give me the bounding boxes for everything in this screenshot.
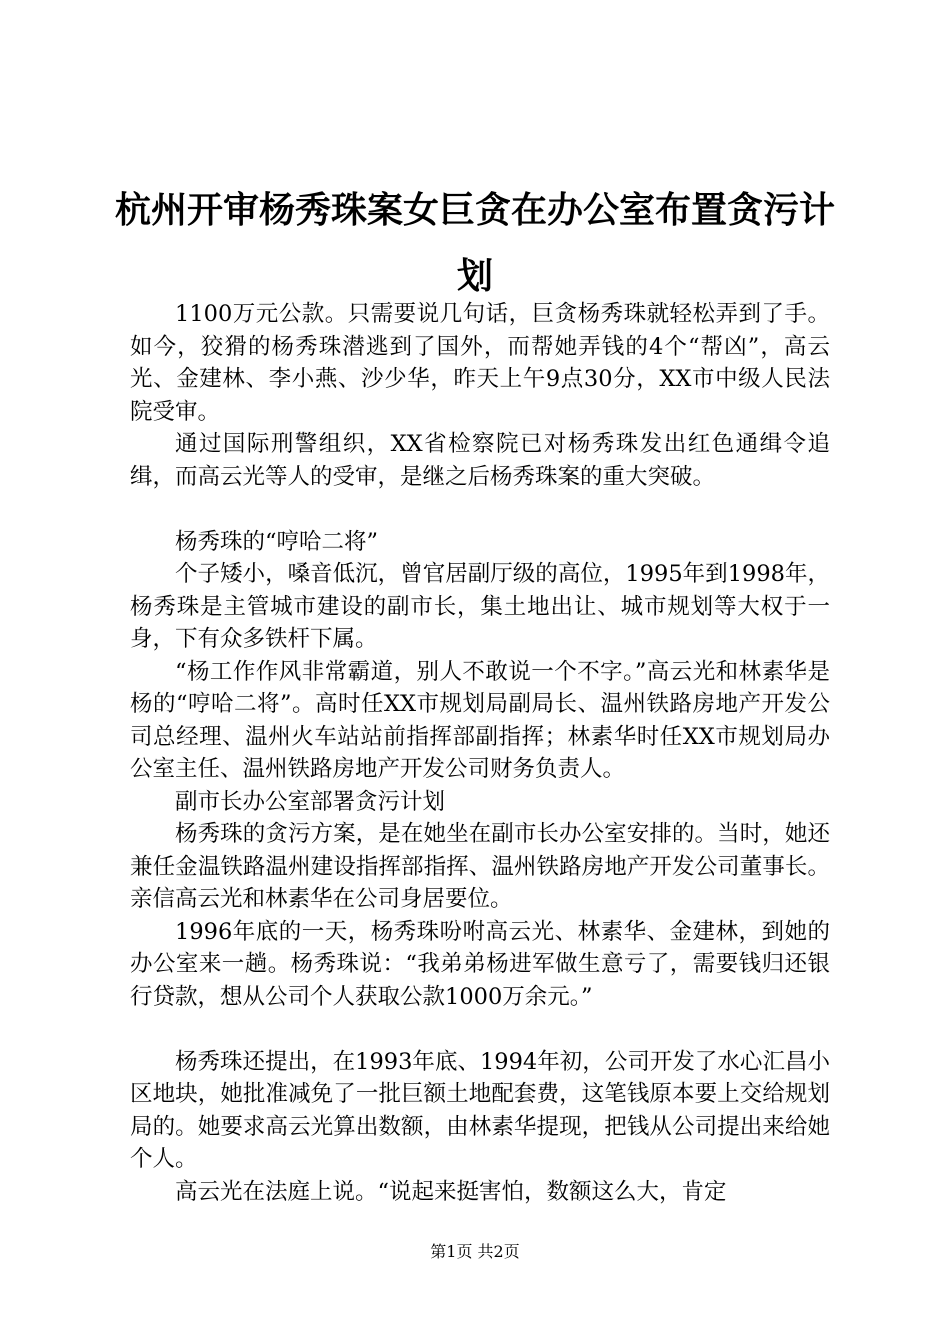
page-number-footer: 第1页 共2页	[430, 1242, 520, 1261]
document-title-line-2: 划	[456, 256, 493, 297]
document-body	[130, 298, 830, 1208]
section-heading: 杨秀珠的“哼哈二将”	[175, 528, 379, 555]
body-paragraph: “杨工作作风非常霸道，别人不敢说一个不字。”高云光和林素华是杨的“哼哈二将”。高时任XX市规划局副局长、温州铁路房地产开发公司总经理、温州火车站站前指挥部副指挥；林素华时任XX市规划局办公室主任、温州铁路房地产开发公司财务负责人。	[130, 658, 830, 782]
body-paragraph: 杨秀珠还提出，在1993年底、1994年初，公司开发了水心汇昌小区地块，她批准减免了一批巨额土地配套费，这笔钱原本要上交给规划局的。她要求高云光算出数额，由林素华提现，把钱从公司提出来给她个人。	[130, 1048, 830, 1172]
body-paragraph: 高云光在法庭上说。“说起来挺害怕，数额这么大，肯定	[175, 1178, 727, 1205]
paragraph-spacer	[130, 1013, 830, 1046]
body-paragraph: 个子矮小，嗓音低沉，曾官居副厅级的高位，1995年到1998年，杨秀珠是主管城市建设的副市长，集土地出让、城市规划等大权于一身，下有众多铁杆下属。	[130, 561, 830, 652]
document-title	[100, 178, 850, 310]
paragraph-spacer	[130, 493, 830, 526]
document-title-line-1: 杭州开审杨秀珠案女巨贪在办公室布置贪污计	[114, 190, 835, 231]
body-paragraph: 1996年底的一天，杨秀珠吩咐高云光、林素华、金建林，到她的办公室来一趟。杨秀珠说：“我弟弟杨进军做生意亏了，需要钱归还银行贷款，想从公司个人获取公款1000万余元。”	[130, 918, 830, 1010]
body-paragraph: 杨秀珠的贪污方案，是在她坐在副市长办公室安排的。当时，她还兼任金温铁路温州建设指挥部指挥、温州铁路房地产开发公司董事长。亲信高云光和林素华在公司身居要位。	[130, 821, 830, 912]
section-heading: 副市长办公室部署贪污计划	[175, 788, 446, 815]
body-paragraph: 通过国际刑警组织，XX省检察院已对杨秀珠发出红色通缉令追缉，而高云光等人的受审，是继之后杨秀珠案的重大突破。	[130, 431, 830, 490]
body-paragraph: 1100万元公款。只需要说几句话，巨贪杨秀珠就轻松弄到了手。如今，狡猾的杨秀珠潜逃到了国外，而帮她弄钱的4个“帮凶”，高云光、金建林、李小燕、沙少华，昨天上午9点30分，XX市中级人民法院受审。	[130, 301, 830, 425]
